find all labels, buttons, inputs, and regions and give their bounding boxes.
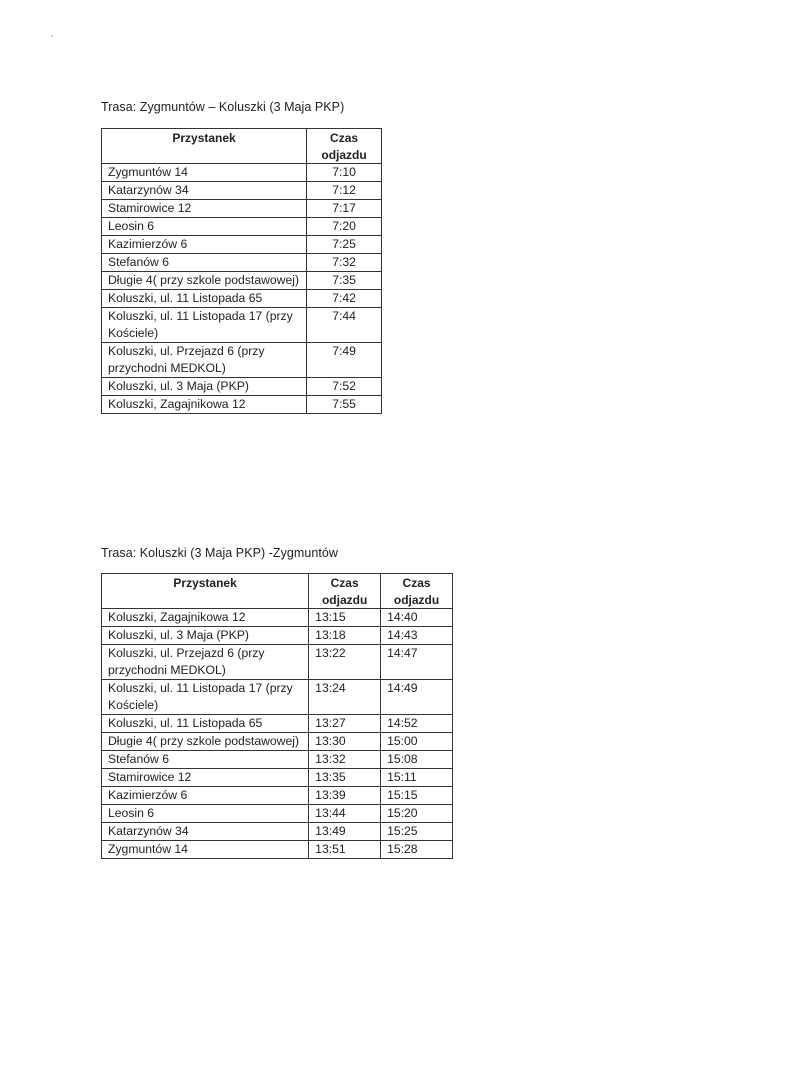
departure-time: 15:20: [381, 805, 453, 823]
table-row: [102, 805, 453, 823]
departure-time: 13:49: [309, 823, 381, 841]
departure-time: 14:40: [381, 609, 453, 627]
stop-name: Koluszki, ul. Przejazd 6 (przy przychodni MEDKOL): [102, 645, 309, 680]
departure-time: 13:24: [309, 680, 381, 715]
table-row: [102, 680, 453, 715]
table-row: [102, 254, 382, 272]
header-departure-time-2: Czas odjazdu: [381, 574, 453, 609]
timetable-morning: [101, 128, 382, 414]
stop-name: Koluszki, ul. 3 Maja (PKP): [102, 378, 307, 396]
table-row: [102, 343, 382, 378]
departure-time: 13:18: [309, 627, 381, 645]
departure-time: 15:28: [381, 841, 453, 859]
stop-name: Koluszki, ul. 11 Listopada 17 (przy Kościele): [102, 308, 307, 343]
departure-time: 13:15: [309, 609, 381, 627]
departure-time: 13:35: [309, 769, 381, 787]
departure-time: 15:25: [381, 823, 453, 841]
stop-name: Kazimierzów 6: [102, 787, 309, 805]
stop-name: Zygmuntów 14: [102, 164, 307, 182]
departure-time: 15:00: [381, 733, 453, 751]
departure-time: 7:44: [307, 308, 382, 343]
stop-name: Leosin 6: [102, 805, 309, 823]
departure-time: 7:32: [307, 254, 382, 272]
departure-time: 13:27: [309, 715, 381, 733]
stop-name: Koluszki, Zagajnikowa 12: [102, 396, 307, 414]
timetable-afternoon: [101, 573, 453, 859]
departure-time: 7:10: [307, 164, 382, 182]
stop-name: Koluszki, ul. 11 Listopada 65: [102, 290, 307, 308]
stop-name: Kazimierzów 6: [102, 236, 307, 254]
stop-name: Stefanów 6: [102, 254, 307, 272]
stop-name: Długie 4( przy szkole podstawowej): [102, 272, 307, 290]
departure-time: 7:17: [307, 200, 382, 218]
stop-name: Stamirowice 12: [102, 200, 307, 218]
table-row: [102, 645, 453, 680]
route-title-koluszki-zygmuntow: Trasa: Koluszki (3 Maja PKP) -Zygmuntów: [101, 546, 338, 560]
table-row: [102, 308, 382, 343]
departure-time: 13:22: [309, 645, 381, 680]
table-row: [102, 236, 382, 254]
stop-name: Koluszki, ul. 11 Listopada 65: [102, 715, 309, 733]
table-row: [102, 609, 453, 627]
stop-name: Długie 4( przy szkole podstawowej): [102, 733, 309, 751]
departure-time: 14:52: [381, 715, 453, 733]
table-row: [102, 396, 382, 414]
stop-name: Koluszki, Zagajnikowa 12: [102, 609, 309, 627]
departure-time: 7:25: [307, 236, 382, 254]
table-row: [102, 290, 382, 308]
stop-name: Stefanów 6: [102, 751, 309, 769]
departure-time: 13:51: [309, 841, 381, 859]
table-header-row: [102, 129, 382, 164]
table-row: [102, 627, 453, 645]
route-title-zygmuntow-koluszki: Trasa: Zygmuntów – Koluszki (3 Maja PKP): [101, 100, 345, 114]
stop-name: Koluszki, ul. Przejazd 6 (przy przychodni MEDKOL): [102, 343, 307, 378]
stop-name: Katarzynów 34: [102, 182, 307, 200]
table-row: [102, 769, 453, 787]
departure-time: 7:55: [307, 396, 382, 414]
departure-time: 7:49: [307, 343, 382, 378]
table-row: [102, 272, 382, 290]
scan-artifact-mark: ʾ: [41, 34, 54, 38]
header-stop: Przystanek: [102, 129, 307, 164]
stop-name: Koluszki, ul. 11 Listopada 17 (przy Kościele): [102, 680, 309, 715]
departure-time: 7:20: [307, 218, 382, 236]
departure-time: 15:11: [381, 769, 453, 787]
departure-time: 7:12: [307, 182, 382, 200]
table-row: [102, 733, 453, 751]
stop-name: Stamirowice 12: [102, 769, 309, 787]
table-row: [102, 200, 382, 218]
departure-time: 7:52: [307, 378, 382, 396]
departure-time: 13:32: [309, 751, 381, 769]
stop-name: Katarzynów 34: [102, 823, 309, 841]
header-stop: Przystanek: [102, 574, 309, 609]
table-row: [102, 218, 382, 236]
departure-time: 13:30: [309, 733, 381, 751]
departure-time: 7:35: [307, 272, 382, 290]
header-departure-time: Czas odjazdu: [307, 129, 382, 164]
table-row: [102, 164, 382, 182]
departure-time: 13:39: [309, 787, 381, 805]
departure-time: 15:15: [381, 787, 453, 805]
table-row: [102, 841, 453, 859]
departure-time: 14:43: [381, 627, 453, 645]
stop-name: Leosin 6: [102, 218, 307, 236]
departure-time: 15:08: [381, 751, 453, 769]
table-row: [102, 787, 453, 805]
table-row: [102, 182, 382, 200]
table-row: [102, 715, 453, 733]
header-departure-time-1: Czas odjazdu: [309, 574, 381, 609]
departure-time: 14:47: [381, 645, 453, 680]
table-header-row: [102, 574, 453, 609]
departure-time: 7:42: [307, 290, 382, 308]
departure-time: 13:44: [309, 805, 381, 823]
table-row: [102, 378, 382, 396]
stop-name: Koluszki, ul. 3 Maja (PKP): [102, 627, 309, 645]
table-row: [102, 751, 453, 769]
departure-time: 14:49: [381, 680, 453, 715]
stop-name: Zygmuntów 14: [102, 841, 309, 859]
table-row: [102, 823, 453, 841]
